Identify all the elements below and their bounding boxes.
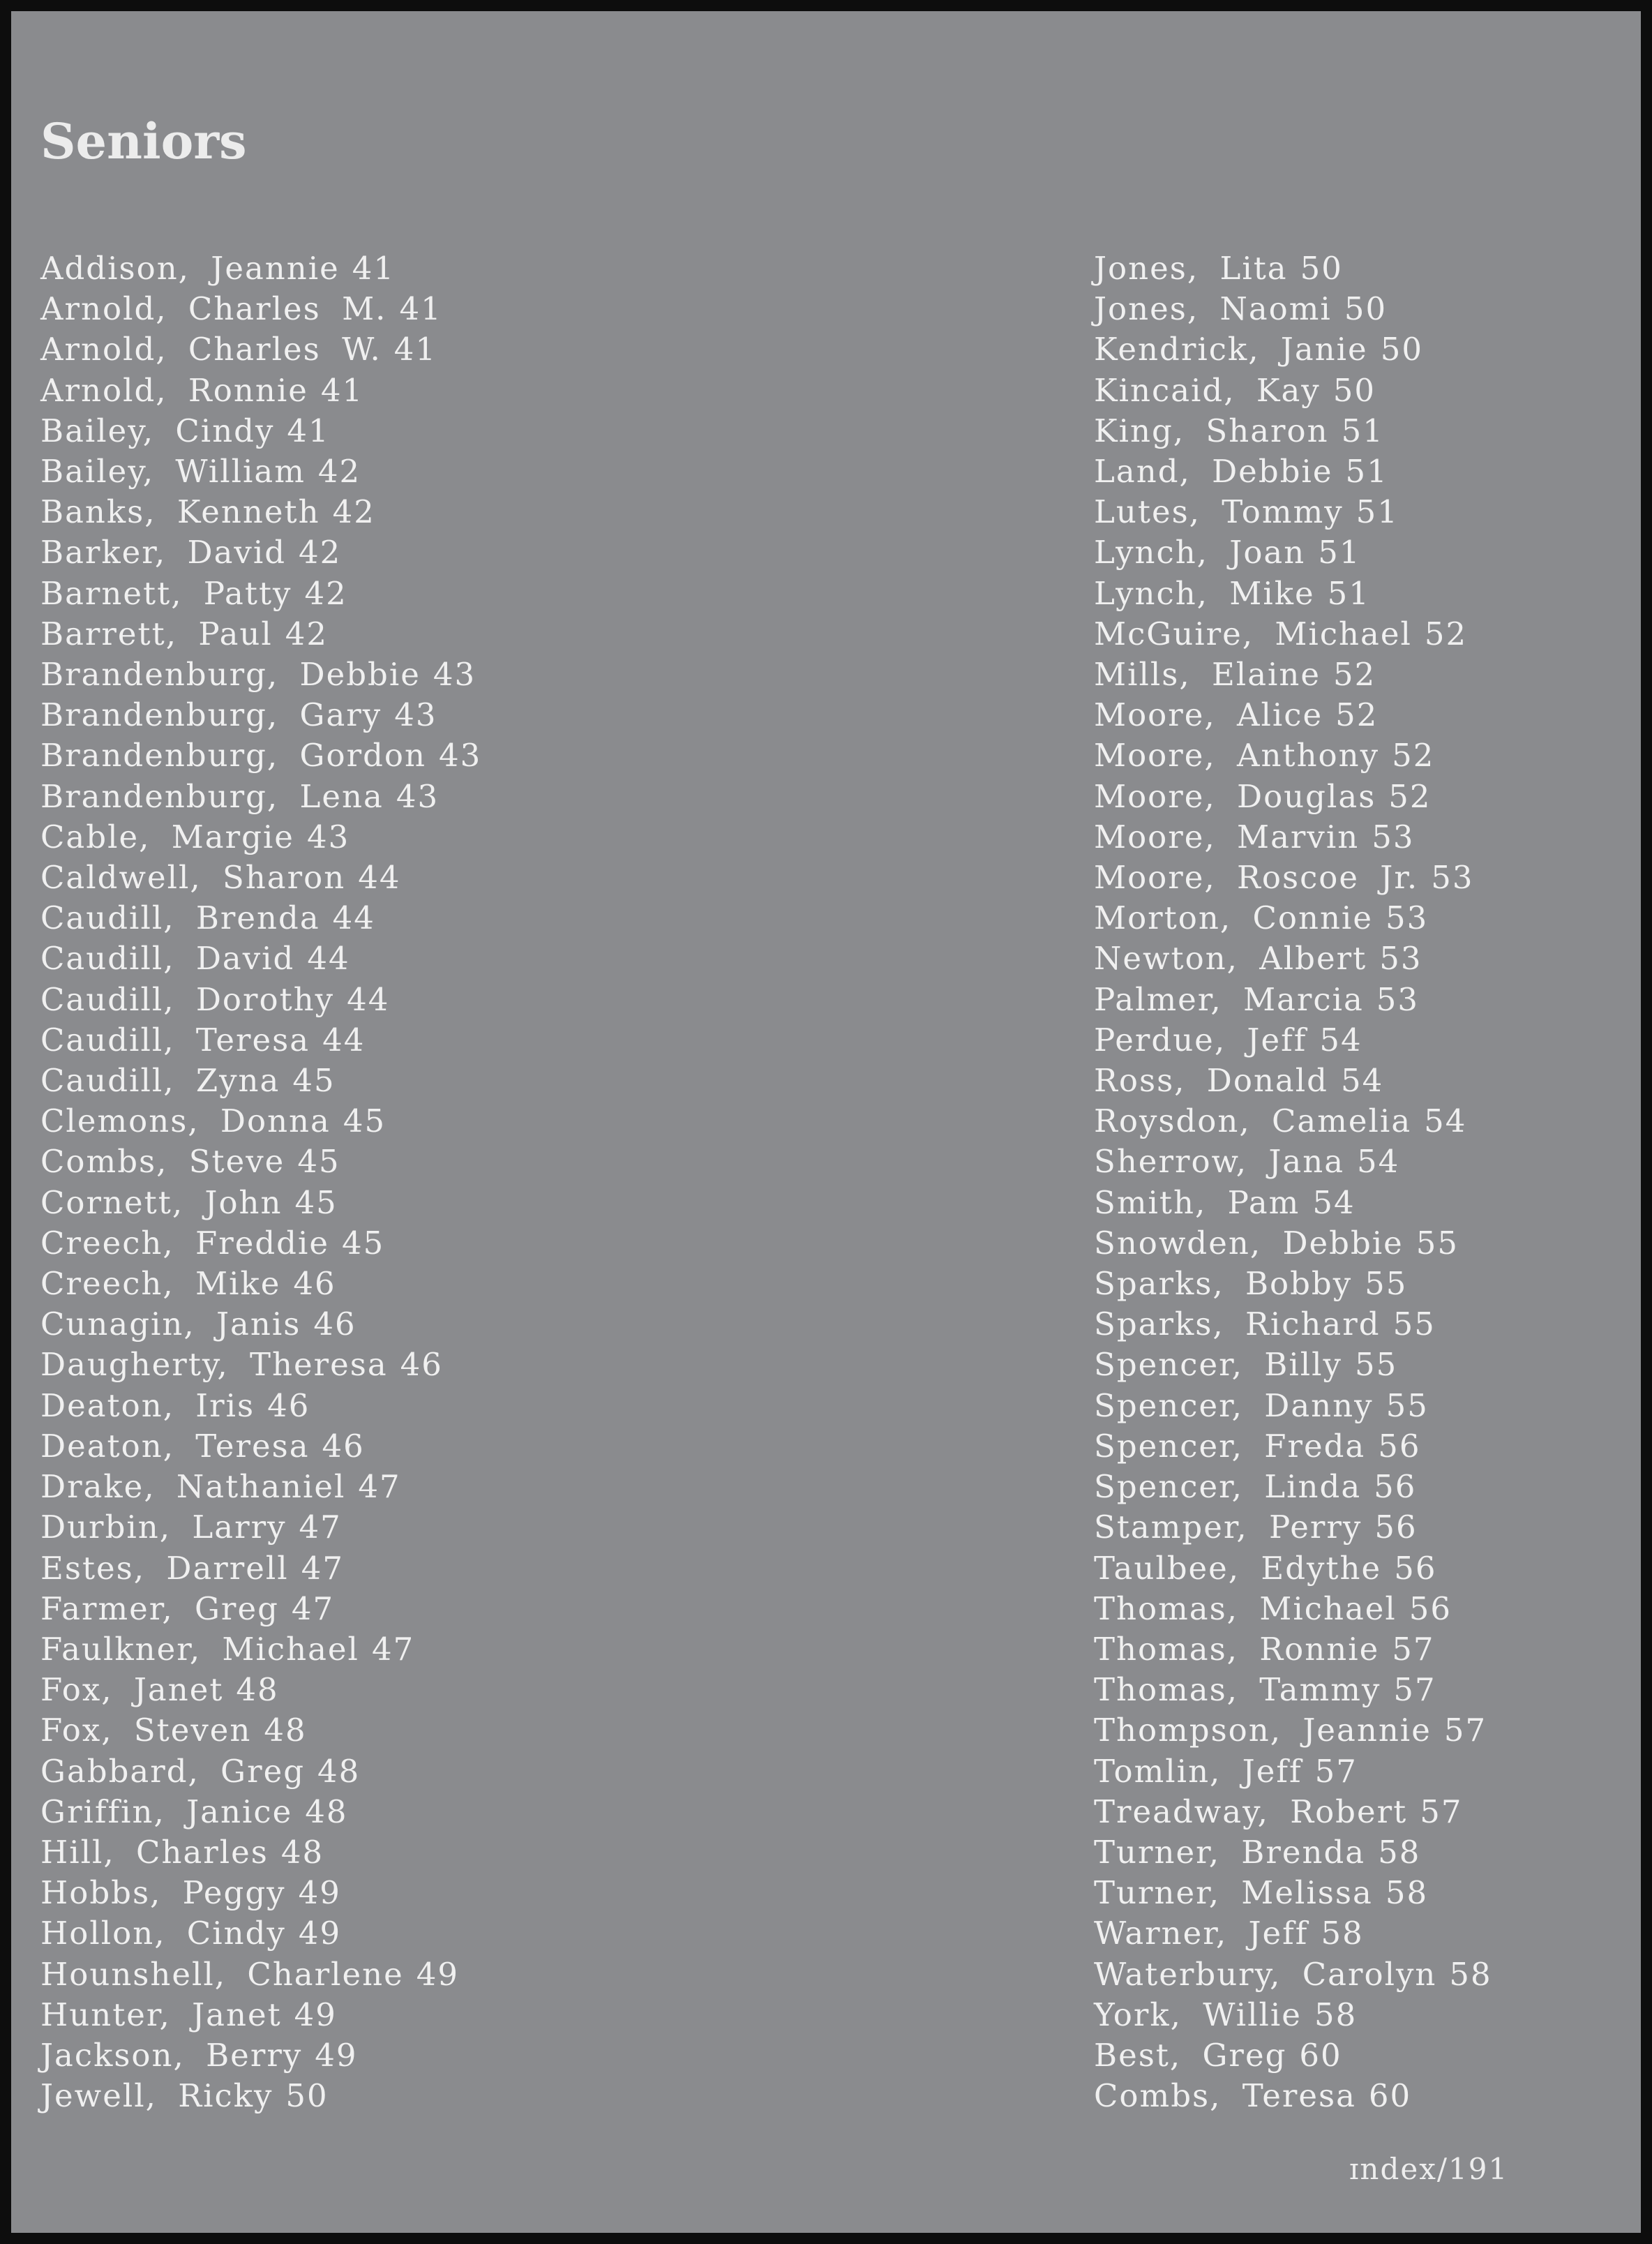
entry-page-number: 54 (1357, 1143, 1400, 1181)
entry-name: York, Willie (1094, 1996, 1302, 2033)
entry-name: Hill, Charles (40, 1833, 269, 1871)
index-entry (1094, 1873, 1492, 1913)
entry-name: Thomas, Tammy (1094, 1671, 1381, 1709)
entry-page-number: 57 (1393, 1671, 1436, 1709)
entry-page-number: 43 (433, 656, 476, 694)
entry-name: Combs, Teresa (1094, 2077, 1356, 2115)
entry-page-number: 52 (1388, 777, 1432, 815)
entry-page-number: 45 (342, 1224, 385, 1262)
index-entry (1094, 1061, 1492, 1101)
entry-name: McGuire, Michael (1094, 615, 1412, 652)
index-entry (40, 980, 481, 1020)
entry-name: Estes, Darrell (40, 1549, 289, 1587)
index-entry (1094, 371, 1492, 411)
entry-page-number: 55 (1416, 1224, 1459, 1262)
index-page (11, 11, 1641, 2233)
index-entry (1094, 695, 1492, 735)
index-entry (1094, 898, 1492, 938)
index-entry (40, 1873, 481, 1913)
index-entry (40, 1589, 481, 1629)
index-entry (40, 329, 481, 370)
entry-name: Turner, Brenda (1094, 1833, 1366, 1871)
entry-name: Deaton, Teresa (40, 1427, 310, 1465)
entry-name: Cunagin, Janis (40, 1306, 301, 1343)
entry-page-number: 41 (287, 412, 330, 449)
entry-name: Warner, Jeff (1094, 1915, 1309, 1952)
index-column-left (40, 248, 481, 2116)
entry-name: Morton, Connie (1094, 899, 1373, 937)
entry-name: Lynch, Mike (1094, 574, 1315, 612)
index-entry (40, 289, 481, 329)
entry-name: Turner, Melissa (1094, 1874, 1373, 1912)
index-entry (40, 1223, 481, 1264)
entry-name: Moore, Anthony (1094, 737, 1380, 775)
index-entry (40, 1954, 481, 1995)
entry-page-number: 50 (1332, 371, 1376, 409)
entry-name: Kendrick, Janie (1094, 331, 1368, 368)
entry-page-number: 56 (1409, 1590, 1452, 1627)
index-entry (1094, 1345, 1492, 1385)
entry-page-number: 42 (285, 615, 329, 652)
entry-page-number: 56 (1394, 1549, 1437, 1587)
entry-page-number: 46 (313, 1306, 356, 1343)
index-entry (1094, 1629, 1492, 1670)
entry-name: Daugherty, Theresa (40, 1346, 388, 1384)
entry-name: Perdue, Jeff (1094, 1021, 1307, 1059)
entry-name: Treadway, Robert (1094, 1793, 1408, 1830)
index-entry (1094, 1223, 1492, 1264)
entry-page-number: 53 (1376, 980, 1420, 1018)
entry-page-number: 41 (399, 290, 442, 328)
entry-name: Bailey, William (40, 453, 306, 491)
index-entry (1094, 2076, 1492, 2116)
index-entry (40, 451, 481, 492)
entry-page-number: 43 (396, 777, 440, 815)
index-entry (40, 1629, 481, 1670)
entry-page-number: 57 (1420, 1793, 1463, 1830)
index-entry (40, 735, 481, 776)
index-entry (1094, 1264, 1492, 1304)
entry-name: Griffin, Janice (40, 1793, 293, 1830)
entry-page-number: 43 (394, 696, 437, 734)
entry-page-number: 54 (1340, 1062, 1384, 1100)
entry-page-number: 51 (1345, 453, 1388, 491)
index-entry (40, 1995, 481, 2035)
index-entry (1094, 858, 1492, 898)
entry-name: Sherrow, Jana (1094, 1143, 1345, 1181)
entry-name: Thomas, Ronnie (1094, 1630, 1380, 1668)
entry-page-number: 52 (1333, 656, 1376, 694)
entry-page-number: 53 (1379, 940, 1422, 978)
entry-name: Arnold, Charles W. (40, 331, 382, 368)
index-entry (1094, 938, 1492, 979)
entry-page-number: 47 (301, 1549, 344, 1587)
entry-page-number: 45 (294, 1183, 338, 1221)
entry-name: Caudill, Zyna (40, 1062, 280, 1100)
entry-page-number: 53 (1372, 818, 1415, 855)
index-entry (40, 371, 481, 411)
entry-name: Brandenburg, Debbie (40, 656, 421, 694)
index-entry (40, 695, 481, 735)
section-heading: Seniors (40, 112, 247, 170)
entry-page-number: 45 (292, 1062, 336, 1100)
entry-page-number: 58 (1314, 1996, 1358, 2033)
entry-page-number: 57 (1314, 1752, 1358, 1790)
entry-page-number: 58 (1378, 1833, 1421, 1871)
entry-name: Land, Debbie (1094, 453, 1333, 491)
entry-name: Deaton, Iris (40, 1386, 255, 1424)
index-entry (40, 1670, 481, 1710)
entry-name: Thompson, Jeannie (1094, 1712, 1432, 1749)
entry-name: Palmer, Marcia (1094, 980, 1364, 1018)
entry-name: Lutes, Tommy (1094, 493, 1344, 531)
entry-page-number: 48 (317, 1752, 361, 1790)
entry-page-number: 46 (293, 1265, 336, 1303)
page-footer: ɪndex/191 (1349, 2152, 1509, 2186)
entry-name: Jewell, Ricky (40, 2077, 273, 2115)
entry-name: Bailey, Cindy (40, 412, 275, 449)
entry-name: Caudill, David (40, 940, 295, 978)
index-entry (1094, 411, 1492, 451)
entry-page-number: 46 (267, 1386, 310, 1424)
entry-page-number: 49 (298, 1915, 342, 1952)
entry-name: Fox, Steven (40, 1712, 252, 1749)
entry-name: Hobbs, Peggy (40, 1874, 286, 1912)
entry-name: Smith, Pam (1094, 1183, 1300, 1221)
index-entry (1094, 1832, 1492, 1873)
index-entry (1094, 1670, 1492, 1710)
entry-name: Snowden, Debbie (1094, 1224, 1404, 1262)
index-entry (40, 858, 481, 898)
entry-page-number: 42 (317, 453, 361, 491)
index-entry (1094, 1751, 1492, 1792)
entry-page-number: 43 (438, 737, 482, 775)
entry-name: Moore, Marvin (1094, 818, 1360, 855)
entry-page-number: 50 (1300, 250, 1343, 287)
index-entry (40, 248, 481, 289)
entry-name: Sparks, Bobby (1094, 1265, 1353, 1303)
entry-page-number: 49 (298, 1874, 341, 1912)
entry-name: Creech, Freddie (40, 1224, 329, 1262)
index-entry (40, 2076, 481, 2116)
index-entry (1094, 1426, 1492, 1467)
entry-name: Brandenburg, Gary (40, 696, 382, 734)
entry-page-number: 60 (1368, 2077, 1412, 2115)
entry-page-number: 51 (1356, 493, 1399, 531)
entry-name: Arnold, Ronnie (40, 371, 308, 409)
entry-name: Durbin, Larry (40, 1509, 287, 1546)
entry-page-number: 43 (306, 818, 350, 855)
entry-page-number: 44 (322, 1021, 366, 1059)
entry-page-number: 56 (1374, 1468, 1417, 1506)
entry-page-number: 51 (1341, 412, 1384, 449)
index-entry (40, 654, 481, 695)
entry-page-number: 57 (1443, 1712, 1487, 1749)
entry-name: Caldwell, Sharon (40, 859, 346, 897)
index-entry (1094, 248, 1492, 289)
index-entry (40, 1304, 481, 1345)
entry-page-number: 50 (1344, 290, 1388, 328)
entry-name: Combs, Steve (40, 1143, 285, 1181)
index-entry (40, 1101, 481, 1142)
entry-page-number: 50 (285, 2077, 329, 2115)
index-entry (1094, 532, 1492, 573)
index-entry (1094, 2035, 1492, 2076)
entry-page-number: 52 (1335, 696, 1379, 734)
entry-page-number: 51 (1318, 534, 1361, 571)
entry-name: Ross, Donald (1094, 1062, 1328, 1100)
entry-name: Barnett, Patty (40, 574, 292, 612)
entry-name: Caudill, Brenda (40, 899, 320, 937)
index-entry (1094, 1142, 1492, 1182)
entry-page-number: 44 (358, 859, 401, 897)
index-entry (40, 1792, 481, 1832)
entry-name: Faulkner, Michael (40, 1630, 359, 1668)
entry-name: Stamper, Perry (1094, 1509, 1362, 1546)
index-entry (1094, 451, 1492, 492)
entry-name: Addison, Jeannie (40, 250, 340, 287)
index-entry (1094, 1386, 1492, 1426)
index-entry (40, 1710, 481, 1751)
index-entry (40, 938, 481, 979)
index-entry (1094, 980, 1492, 1020)
entry-name: Farmer, Greg (40, 1590, 279, 1627)
entry-page-number: 47 (299, 1509, 342, 1546)
index-entry (40, 1264, 481, 1304)
index-entry (40, 1183, 481, 1223)
index-entry (1094, 329, 1492, 370)
index-entry (1094, 1954, 1492, 1995)
entry-page-number: 41 (352, 250, 396, 287)
index-entry (1094, 1101, 1492, 1142)
index-entry (40, 614, 481, 654)
entry-page-number: 52 (1392, 737, 1435, 775)
entry-page-number: 50 (1380, 331, 1423, 368)
entry-name: Moore, Alice (1094, 696, 1323, 734)
index-entry (1094, 1304, 1492, 1345)
entry-page-number: 57 (1392, 1630, 1435, 1668)
entry-name: Creech, Mike (40, 1265, 281, 1303)
index-entry (40, 1020, 481, 1061)
entry-name: Roysdon, Camelia (1094, 1102, 1412, 1140)
index-entry (40, 1467, 481, 1507)
index-entry (40, 1142, 481, 1182)
entry-name: Moore, Roscoe Jr. (1094, 859, 1419, 897)
entry-page-number: 49 (294, 1996, 337, 2033)
index-entry (40, 2035, 481, 2076)
entry-page-number: 60 (1299, 2036, 1342, 2074)
entry-page-number: 45 (343, 1102, 386, 1140)
entry-page-number: 54 (1319, 1021, 1362, 1059)
index-entry (40, 1061, 481, 1101)
entry-name: Brandenburg, Gordon (40, 737, 426, 775)
entry-name: Caudill, Teresa (40, 1021, 310, 1059)
index-entry (1094, 1710, 1492, 1751)
entry-page-number: 53 (1431, 859, 1474, 897)
entry-page-number: 45 (297, 1143, 340, 1181)
index-entry (1094, 1507, 1492, 1548)
entry-page-number: 41 (320, 371, 364, 409)
entry-name: Barrett, Paul (40, 615, 273, 652)
entry-name: Drake, Nathaniel (40, 1468, 346, 1506)
entry-name: Gabbard, Greg (40, 1752, 306, 1790)
entry-page-number: 42 (332, 493, 375, 531)
entry-name: Fox, Janet (40, 1671, 224, 1709)
entry-name: King, Sharon (1094, 412, 1329, 449)
entry-name: Spencer, Danny (1094, 1386, 1374, 1424)
entry-name: Sparks, Richard (1094, 1306, 1381, 1343)
entry-name: Cable, Margie (40, 818, 294, 855)
index-entry (1094, 735, 1492, 776)
entry-page-number: 48 (264, 1712, 307, 1749)
index-entry (1094, 1548, 1492, 1589)
entry-name: Barker, David (40, 534, 287, 571)
entry-page-number: 51 (1327, 574, 1370, 612)
index-entry (40, 492, 481, 532)
entry-name: Jackson, Berry (40, 2036, 303, 2074)
index-entry (1094, 574, 1492, 614)
entry-name: Caudill, Dorothy (40, 980, 335, 1018)
entry-page-number: 47 (371, 1630, 415, 1668)
entry-page-number: 46 (322, 1427, 365, 1465)
entry-name: Kincaid, Kay (1094, 371, 1321, 409)
entry-page-number: 44 (332, 899, 375, 937)
entry-name: Spencer, Freda (1094, 1427, 1366, 1465)
index-entry (1094, 1792, 1492, 1832)
index-entry (1094, 1913, 1492, 1954)
index-entry (1094, 1995, 1492, 2035)
entry-page-number: 58 (1385, 1874, 1429, 1912)
entry-page-number: 47 (291, 1590, 335, 1627)
index-entry (40, 411, 481, 451)
entry-page-number: 49 (315, 2036, 358, 2074)
index-entry (40, 898, 481, 938)
entry-name: Waterbury, Carolyn (1094, 1955, 1437, 1993)
index-entry (40, 1751, 481, 1792)
entry-name: Hounshell, Charlene (40, 1955, 404, 1993)
index-entry (40, 777, 481, 817)
index-column-right (1094, 248, 1492, 2116)
index-entry (40, 1832, 481, 1873)
entry-page-number: 41 (393, 331, 437, 368)
entry-page-number: 48 (305, 1793, 348, 1830)
entry-name: Thomas, Michael (1094, 1590, 1397, 1627)
index-entry (40, 1426, 481, 1467)
index-entry (1094, 817, 1492, 858)
index-entry (40, 1386, 481, 1426)
index-entry (40, 1507, 481, 1548)
entry-page-number: 58 (1321, 1915, 1364, 1952)
entry-page-number: 58 (1449, 1955, 1492, 1993)
index-entry (40, 532, 481, 573)
entry-page-number: 55 (1354, 1346, 1398, 1384)
entry-name: Hunter, Janet (40, 1996, 282, 2033)
index-entry (1094, 777, 1492, 817)
entry-page-number: 55 (1392, 1306, 1436, 1343)
entry-name: Hollon, Cindy (40, 1915, 286, 1952)
entry-name: Lynch, Joan (1094, 534, 1306, 571)
entry-name: Newton, Albert (1094, 940, 1367, 978)
entry-page-number: 56 (1374, 1509, 1418, 1546)
index-entry (40, 1548, 481, 1589)
entry-name: Spencer, Billy (1094, 1346, 1342, 1384)
index-entry (40, 1345, 481, 1385)
entry-name: Arnold, Charles M. (40, 290, 387, 328)
entry-page-number: 54 (1312, 1183, 1356, 1221)
entry-page-number: 53 (1385, 899, 1429, 937)
entry-name: Taulbee, Edythe (1094, 1549, 1382, 1587)
entry-page-number: 56 (1378, 1427, 1421, 1465)
index-entry (1094, 614, 1492, 654)
entry-page-number: 44 (347, 980, 390, 1018)
entry-name: Mills, Elaine (1094, 656, 1321, 694)
entry-page-number: 42 (304, 574, 347, 612)
index-entry (40, 1913, 481, 1954)
entry-name: Jones, Lita (1094, 250, 1288, 287)
index-entry (40, 817, 481, 858)
index-entry (1094, 1467, 1492, 1507)
entry-name: Brandenburg, Lena (40, 777, 384, 815)
entry-name: Banks, Kenneth (40, 493, 320, 531)
entry-name: Cornett, John (40, 1183, 283, 1221)
entry-page-number: 52 (1424, 615, 1468, 652)
entry-page-number: 55 (1365, 1265, 1408, 1303)
entry-page-number: 42 (299, 534, 342, 571)
entry-name: Best, Greg (1094, 2036, 1287, 2074)
entry-name: Spencer, Linda (1094, 1468, 1362, 1506)
entry-page-number: 49 (416, 1955, 460, 1993)
entry-page-number: 47 (358, 1468, 401, 1506)
index-entry (1094, 1183, 1492, 1223)
index-entry (40, 574, 481, 614)
entry-name: Tomlin, Jeff (1094, 1752, 1302, 1790)
entry-page-number: 48 (236, 1671, 279, 1709)
index-entry (1094, 1020, 1492, 1061)
entry-page-number: 48 (280, 1833, 324, 1871)
entry-name: Clemons, Donna (40, 1102, 331, 1140)
index-entry (1094, 492, 1492, 532)
entry-page-number: 46 (400, 1346, 443, 1384)
entry-name: Jones, Naomi (1094, 290, 1332, 328)
entry-page-number: 44 (307, 940, 350, 978)
index-entry (1094, 1589, 1492, 1629)
index-entry (1094, 654, 1492, 695)
index-entry (1094, 289, 1492, 329)
entry-name: Moore, Douglas (1094, 777, 1376, 815)
entry-page-number: 54 (1424, 1102, 1467, 1140)
entry-page-number: 55 (1386, 1386, 1429, 1424)
